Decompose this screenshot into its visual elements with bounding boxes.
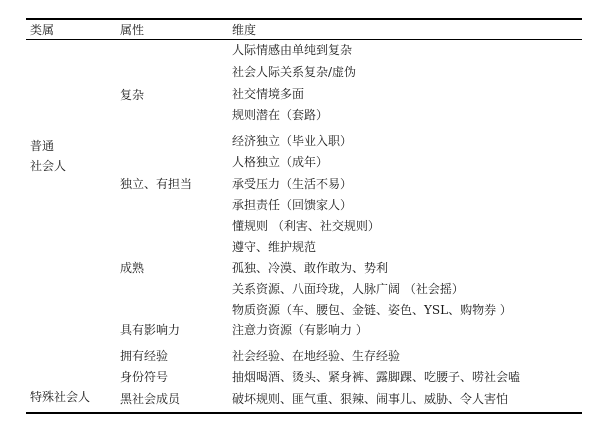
dimension-row: 人际情感由单纯到复杂 xyxy=(232,43,353,57)
dimension-row: 经济独立（毕业入职） xyxy=(232,134,353,148)
dimension-row: 社会经验、在地经验、生存经验 xyxy=(232,349,401,363)
table-bottom-rule xyxy=(26,412,582,414)
dimension-row: 物质资源（车、腰包、金链、姿色、YSL、购物券 ） xyxy=(232,303,512,317)
attribute-complex: 复杂 xyxy=(120,88,145,102)
attribute-independent: 独立、有担当 xyxy=(120,177,193,191)
header-category: 类属 xyxy=(30,23,55,37)
category-ordinary-line1: 普通 xyxy=(30,139,55,153)
dimension-row: 规则潜在（套路） xyxy=(232,108,329,122)
table-header-rule xyxy=(26,39,582,40)
table-top-rule xyxy=(26,18,582,20)
dimension-row: 抽烟喝酒、烫头、紧身裤、露脚踝、吃腰子、唠社会嗑 xyxy=(232,370,521,384)
dimension-row: 懂规则 （利害、社交规则） xyxy=(232,219,380,233)
attribute-gang-member: 黑社会成员 xyxy=(120,392,181,406)
attribute-experienced: 拥有经验 xyxy=(120,349,169,363)
dimension-row: 破坏规则、匪气重、狠辣、闹事儿、威胁、令人害怕 xyxy=(232,392,509,406)
dimension-row: 承担责任（回馈家人） xyxy=(232,198,353,212)
dimension-row: 社会人际关系复杂/虚伪 xyxy=(232,65,357,79)
header-dimension: 维度 xyxy=(232,23,257,37)
attribute-mature: 成熟 xyxy=(120,261,145,275)
dimension-row: 承受压力（生活不易） xyxy=(232,177,353,191)
header-attribute: 属性 xyxy=(120,23,145,37)
dimension-row: 社交情境多面 xyxy=(232,87,305,101)
category-special: 特殊社会人 xyxy=(30,390,91,404)
dimension-row: 关系资源、八面玲珑，人脉广阔 （社会摇） xyxy=(232,282,464,296)
dimension-row: 人格独立（成年） xyxy=(232,155,329,169)
dimension-row: 孤独、冷漠、敢作敢为、势利 xyxy=(232,261,389,275)
attribute-identity-symbol: 身份符号 xyxy=(120,370,169,384)
dimension-row: 注意力资源（有影响力 ） xyxy=(232,323,368,337)
dimension-row: 遵守、维护规范 xyxy=(232,240,317,254)
category-ordinary-line2: 社会人 xyxy=(30,159,67,173)
attribute-influential: 具有影响力 xyxy=(120,323,181,337)
